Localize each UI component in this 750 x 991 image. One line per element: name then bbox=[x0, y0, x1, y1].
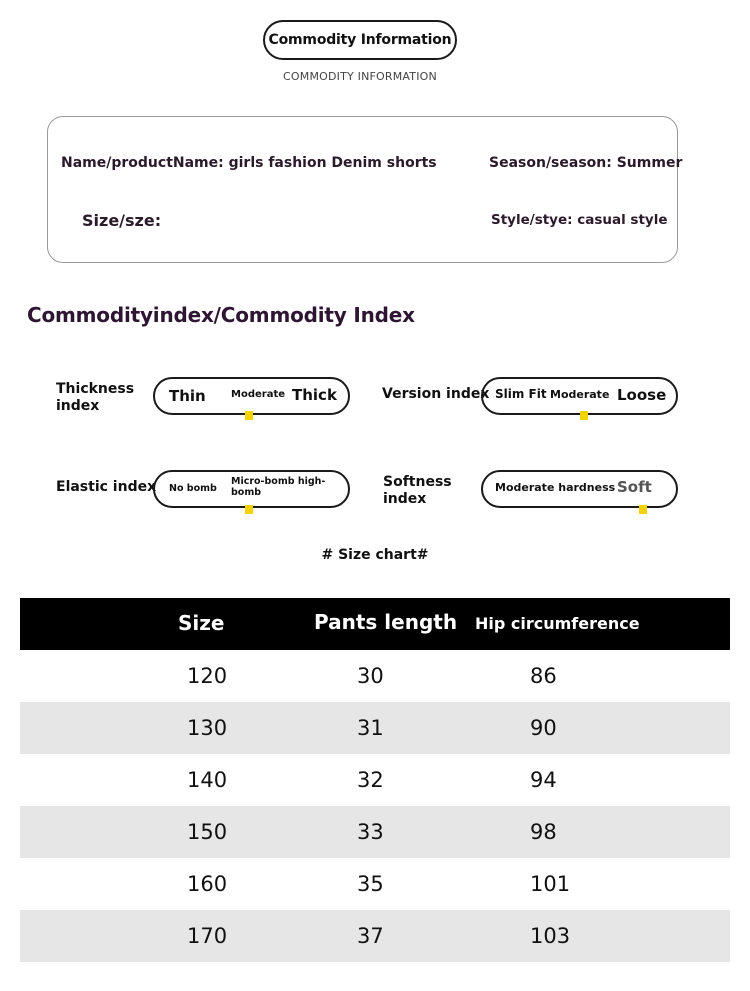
cell-size: 120 bbox=[187, 664, 228, 688]
softness-option-soft: Soft bbox=[617, 478, 652, 496]
cell-size: 140 bbox=[187, 768, 228, 792]
header-hip-circumference: Hip circumference bbox=[475, 614, 640, 633]
cell-size: 150 bbox=[187, 820, 228, 844]
softness-index-scale bbox=[481, 470, 678, 508]
cell-pants-length: 30 bbox=[357, 664, 384, 688]
table-row bbox=[20, 858, 730, 910]
cell-pants-length: 31 bbox=[357, 716, 384, 740]
version-selected-marker bbox=[580, 411, 588, 420]
thickness-index-label: Thickness index bbox=[56, 381, 135, 414]
thickness-option-moderate: Moderate bbox=[231, 389, 286, 400]
elastic-selected-marker bbox=[245, 505, 253, 514]
cell-pants-length: 32 bbox=[357, 768, 384, 792]
softness-selected-marker bbox=[639, 505, 647, 514]
elastic-index-scale bbox=[153, 470, 350, 508]
table-row bbox=[20, 650, 730, 702]
header-subtitle: COMMODITY INFORMATION bbox=[283, 70, 437, 83]
cell-hip-circumference: 101 bbox=[530, 872, 571, 896]
table-row bbox=[20, 806, 730, 858]
cell-hip-circumference: 98 bbox=[530, 820, 557, 844]
elastic-option-no-bomb: No bomb bbox=[169, 483, 217, 494]
version-option-loose: Loose bbox=[617, 386, 667, 404]
size-table-header bbox=[20, 598, 730, 650]
version-index-label: Version index bbox=[382, 386, 490, 402]
commodity-index-title: Commodityindex/Commodity Index bbox=[27, 303, 415, 327]
cell-hip-circumference: 86 bbox=[530, 664, 557, 688]
cell-hip-circumference: 103 bbox=[530, 924, 571, 948]
cell-pants-length: 37 bbox=[357, 924, 384, 948]
thickness-selected-marker bbox=[245, 411, 253, 420]
table-row bbox=[20, 754, 730, 806]
header-title: Commodity Information bbox=[263, 20, 457, 60]
softness-index-label: Softness index bbox=[383, 474, 452, 507]
elastic-option-micro-high-bomb: Micro-bomb high-bomb bbox=[231, 476, 326, 498]
product-size: Size/sze: bbox=[82, 211, 162, 230]
thickness-option-thin: Thin bbox=[169, 387, 206, 405]
version-option-moderate: Moderate bbox=[550, 388, 610, 401]
cell-hip-circumference: 94 bbox=[530, 768, 557, 792]
product-season: Season/season: Summer bbox=[489, 155, 683, 171]
product-name: Name/productName: girls fashion Denim shorts bbox=[61, 155, 437, 171]
product-info-card bbox=[47, 116, 678, 263]
table-row bbox=[20, 702, 730, 754]
header-size: Size bbox=[178, 611, 225, 635]
version-option-slim-fit: Slim Fit bbox=[495, 387, 547, 401]
header-pants-length: Pants length bbox=[314, 610, 458, 634]
thickness-index-scale bbox=[153, 377, 350, 415]
cell-pants-length: 35 bbox=[357, 872, 384, 896]
version-index-scale bbox=[481, 377, 678, 415]
cell-hip-circumference: 90 bbox=[530, 716, 557, 740]
softness-option-moderate-hardness: Moderate hardness bbox=[495, 481, 616, 494]
cell-pants-length: 33 bbox=[357, 820, 384, 844]
table-row bbox=[20, 910, 730, 962]
cell-size: 130 bbox=[187, 716, 228, 740]
size-table bbox=[20, 598, 730, 962]
size-chart-label: # Size chart# bbox=[321, 547, 429, 563]
elastic-index-label: Elastic index bbox=[56, 479, 157, 495]
cell-size: 160 bbox=[187, 872, 228, 896]
cell-size: 170 bbox=[187, 924, 228, 948]
thickness-option-thick: Thick bbox=[292, 386, 337, 404]
product-style: Style/stye: casual style bbox=[491, 212, 668, 228]
